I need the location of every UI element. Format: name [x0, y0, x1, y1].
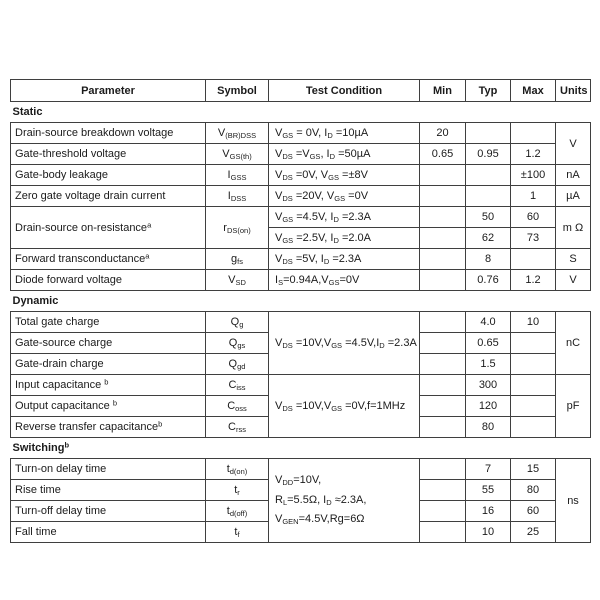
typ-cell: 50 — [466, 207, 511, 228]
table-row — [11, 249, 591, 270]
section-title: Switching$^b$ — [11, 438, 591, 459]
symbol-cell: $C_{iss}$ — [206, 375, 269, 396]
condition-cell: $V_{DS} =5V$, $I_D =2.3A$ — [269, 249, 420, 270]
param-cell: Zero gate voltage drain current — [11, 186, 206, 207]
table-row — [11, 375, 591, 396]
min-cell: 0.65 — [420, 144, 466, 165]
symbol-cell: $t_r$ — [206, 480, 269, 501]
min-cell — [420, 165, 466, 186]
col-header-min: Min — [420, 80, 466, 102]
symbol-cell: $V_{(BR)DSS}$ — [206, 123, 269, 144]
max-cell — [511, 249, 556, 270]
condition-cell: $V_{DS} =0V$, $V_{GS} =\pm 8V$ — [269, 165, 420, 186]
typ-cell: 62 — [466, 228, 511, 249]
min-cell: 20 — [420, 123, 466, 144]
col-header-typ: Typ — [466, 80, 511, 102]
min-cell — [420, 375, 466, 396]
units-cell: ns — [556, 459, 591, 543]
typ-cell — [466, 123, 511, 144]
typ-cell: 10 — [466, 522, 511, 543]
table-row — [11, 207, 591, 228]
typ-cell: 300 — [466, 375, 511, 396]
condition-cell: $V_{DS} =V_{GS}$, $I_D =50\mu A$ — [269, 144, 420, 165]
units-cell: pF — [556, 375, 591, 438]
condition-cell: $V_{GS} =4.5V$, $I_D =2.3A$ — [269, 207, 420, 228]
section-title: Dynamic — [11, 291, 591, 312]
max-cell: 10 — [511, 312, 556, 333]
max-cell: 60 — [511, 207, 556, 228]
typ-cell: 55 — [466, 480, 511, 501]
typ-cell — [466, 186, 511, 207]
param-cell: Gate-source charge — [11, 333, 206, 354]
units-cell: nA — [556, 165, 591, 186]
max-cell — [511, 396, 556, 417]
min-cell — [420, 333, 466, 354]
col-header-symbol: Symbol — [206, 80, 269, 102]
max-cell: 60 — [511, 501, 556, 522]
table-row — [11, 165, 591, 186]
max-cell — [511, 375, 556, 396]
param-cell: Total gate charge — [11, 312, 206, 333]
units-cell: m Ω — [556, 207, 591, 249]
symbol-cell: $V_{GS(th)}$ — [206, 144, 269, 165]
max-cell: 25 — [511, 522, 556, 543]
param-cell: Fall time — [11, 522, 206, 543]
min-cell — [420, 522, 466, 543]
param-cell: Output capacitance $^b$ — [11, 396, 206, 417]
max-cell: 15 — [511, 459, 556, 480]
col-header-max: Max — [511, 80, 556, 102]
min-cell — [420, 270, 466, 291]
units-cell: nC — [556, 312, 591, 375]
param-cell: Diode forward voltage — [11, 270, 206, 291]
max-cell: 1 — [511, 186, 556, 207]
symbol-cell: $V_{SD}$ — [206, 270, 269, 291]
symbol-cell: $r_{DS(on)}$ — [206, 207, 269, 249]
max-cell — [511, 354, 556, 375]
units-cell: µA — [556, 186, 591, 207]
table-row — [11, 144, 591, 165]
param-cell: Forward transconductance$^a$ — [11, 249, 206, 270]
typ-cell: 0.76 — [466, 270, 511, 291]
condition-cell: $V_{DS} =10V,V_{GS} =4.5V,I_D =2.3A$ — [269, 312, 420, 375]
param-cell: Gate-body leakage — [11, 165, 206, 186]
max-cell: 1.2 — [511, 144, 556, 165]
min-cell — [420, 207, 466, 228]
section-row-switching — [11, 438, 591, 459]
max-cell: 80 — [511, 480, 556, 501]
typ-cell: 80 — [466, 417, 511, 438]
typ-cell: 16 — [466, 501, 511, 522]
section-row-static — [11, 102, 591, 123]
max-cell: ±100 — [511, 165, 556, 186]
condition-cell: $V_{DS} =10V,V_{GS} =0V,f=1MHz$ — [269, 375, 420, 438]
min-cell — [420, 186, 466, 207]
units-cell: S — [556, 249, 591, 270]
symbol-cell: $C_{rss}$ — [206, 417, 269, 438]
min-cell — [420, 228, 466, 249]
symbol-cell: $Q_g$ — [206, 312, 269, 333]
symbol-cell: $Q_{gd}$ — [206, 354, 269, 375]
param-cell: Turn-off delay time — [11, 501, 206, 522]
symbol-cell: $t_f$ — [206, 522, 269, 543]
symbol-cell: $g_{fs}$ — [206, 249, 269, 270]
typ-cell — [466, 165, 511, 186]
table-row — [11, 312, 591, 333]
param-cell: Gate-drain charge — [11, 354, 206, 375]
symbol-cell: $t_{d(on)}$ — [206, 459, 269, 480]
condition-cell: $I_S=0.94A,V_{GS}=0V$ — [269, 270, 420, 291]
condition-cell: $V_{GS} = 0V$, $I_D =10\mu A$ — [269, 123, 420, 144]
symbol-cell: $I_{DSS}$ — [206, 186, 269, 207]
min-cell — [420, 354, 466, 375]
col-header-test-condition: Test Condition — [269, 80, 420, 102]
table-row — [11, 459, 591, 480]
table-header-row — [11, 80, 591, 102]
min-cell — [420, 249, 466, 270]
max-cell: 1.2 — [511, 270, 556, 291]
symbol-cell: $t_{d(off)}$ — [206, 501, 269, 522]
typ-cell: 0.95 — [466, 144, 511, 165]
max-cell — [511, 123, 556, 144]
min-cell — [420, 312, 466, 333]
table-row — [11, 270, 591, 291]
param-cell: Turn-on delay time — [11, 459, 206, 480]
min-cell — [420, 501, 466, 522]
col-header-parameter: Parameter — [11, 80, 206, 102]
param-cell: Drain-source breakdown voltage — [11, 123, 206, 144]
typ-cell: 8 — [466, 249, 511, 270]
param-cell: Rise time — [11, 480, 206, 501]
symbol-cell: $I_{GSS}$ — [206, 165, 269, 186]
condition-cell: $V_{DS} =20V$, $V_{GS} =0V$ — [269, 186, 420, 207]
electrical-characteristics-table — [10, 79, 591, 543]
units-cell: V — [556, 123, 591, 165]
typ-cell: 0.65 — [466, 333, 511, 354]
param-cell: Reverse transfer capacitance$^b$ — [11, 417, 206, 438]
min-cell — [420, 417, 466, 438]
param-cell: Drain-source on-resistance$^a$ — [11, 207, 206, 249]
param-cell: Input capacitance $^b$ — [11, 375, 206, 396]
max-cell — [511, 417, 556, 438]
typ-cell: 120 — [466, 396, 511, 417]
condition-cell: $V_{DD}=10V$, $R_L=5.5\Omega$, $I_D \approx 2.3A$, $V_{GEN}=4.5V,Rg=6\Omega$ — [269, 459, 420, 543]
col-header-units: Units — [556, 80, 591, 102]
typ-cell: 7 — [466, 459, 511, 480]
table-row — [11, 123, 591, 144]
typ-cell: 1.5 — [466, 354, 511, 375]
units-cell: V — [556, 270, 591, 291]
max-cell: 73 — [511, 228, 556, 249]
section-row-dynamic — [11, 291, 591, 312]
symbol-cell: $Q_{gs}$ — [206, 333, 269, 354]
symbol-cell: $C_{oss}$ — [206, 396, 269, 417]
typ-cell: 4.0 — [466, 312, 511, 333]
max-cell — [511, 333, 556, 354]
min-cell — [420, 459, 466, 480]
param-cell: Gate-threshold voltage — [11, 144, 206, 165]
condition-cell: $V_{GS} =2.5V$, $I_D =2.0A$ — [269, 228, 420, 249]
min-cell — [420, 396, 466, 417]
min-cell — [420, 480, 466, 501]
table-row — [11, 186, 591, 207]
section-title: Static — [11, 102, 591, 123]
